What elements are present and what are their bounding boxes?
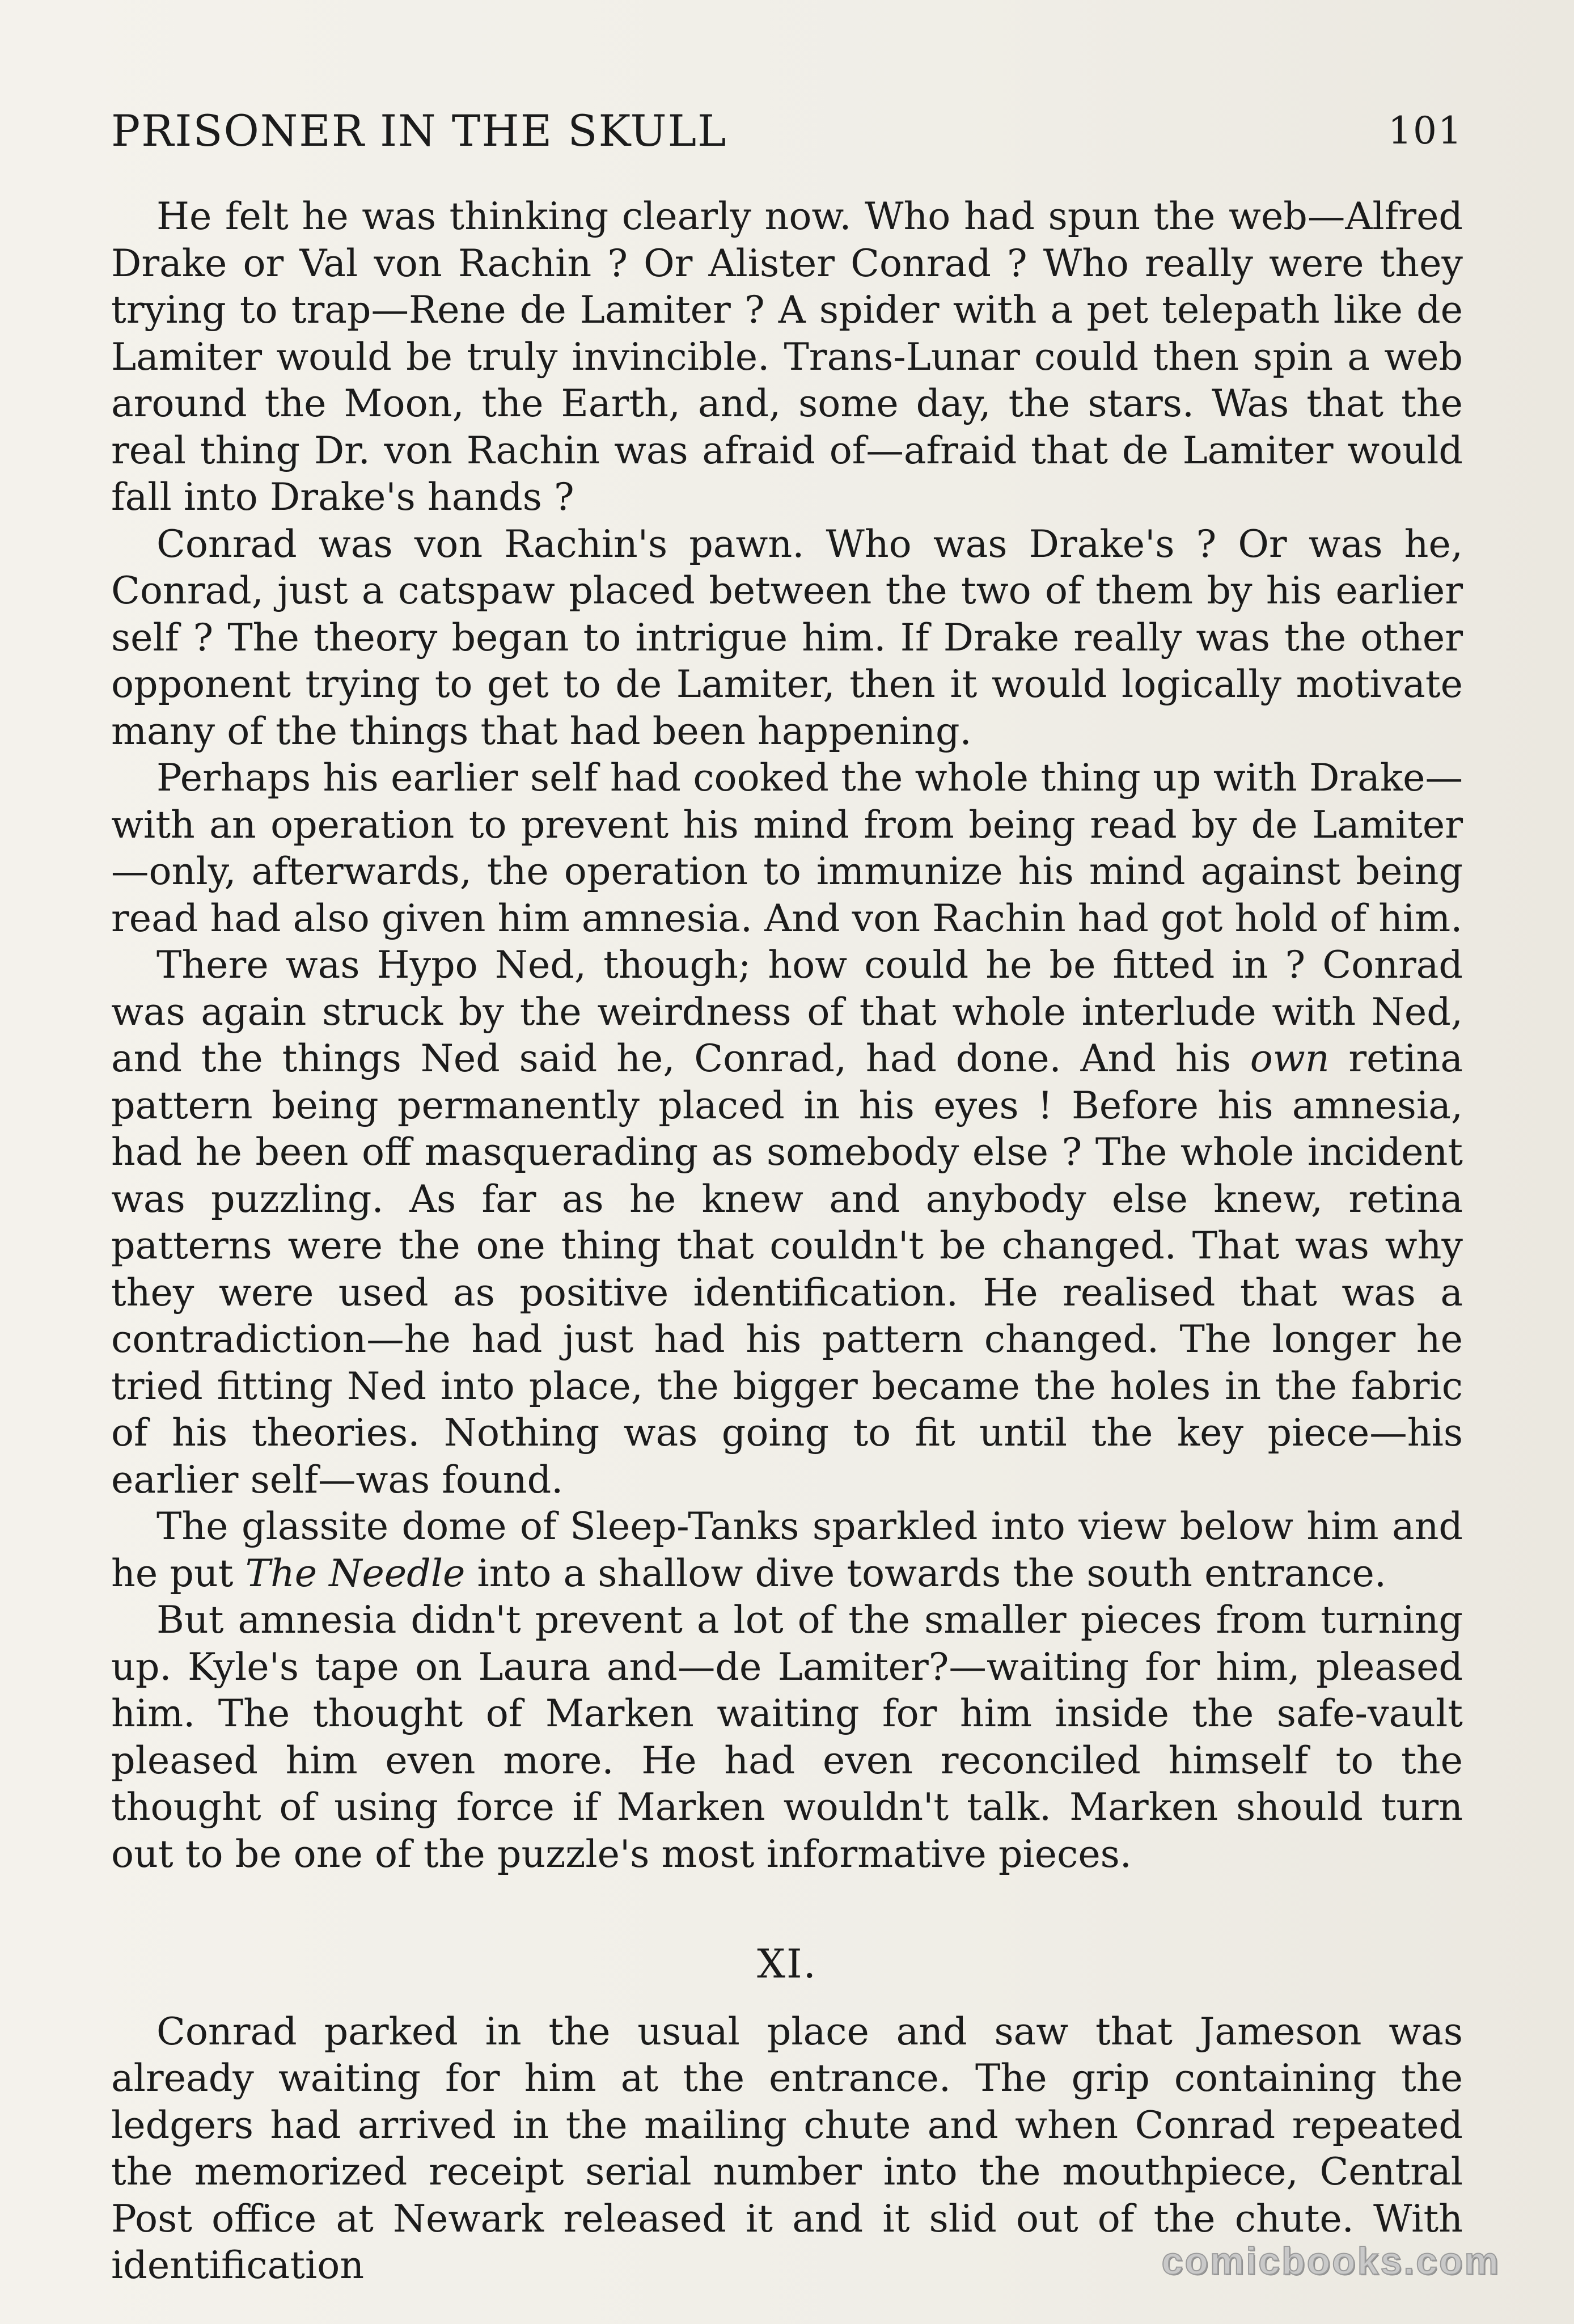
paragraph-5-text-a: The glassite dome of Sleep-Tanks sparkled into view below him and he put <box>111 1504 1463 1595</box>
paragraph-4-emphasis: own <box>1250 1036 1330 1080</box>
paragraph-3: Perhaps his earlier self had cooked the whole thing up with Drake—with an operation to prevent his mind from being read by de Lamiter—only, afterwards, the operation to immunize his mind against being read had also given him amnesia. And von Rachin had got hold of him. <box>111 755 1463 940</box>
paragraph-4-text-a: There was Hypo Ned, though; how could he be fitted in ? Conrad was again struck by the weirdness of that whole interlude with Ned, and the things Ned said he, Conrad, had done. And his <box>111 943 1463 1080</box>
paragraph-4 <box>111 941 1463 1503</box>
paragraph-1: He felt he was thinking clearly now. Who had spun the web—Alfred Drake or Val von Rachin ? Or Alister Conrad ? Who really were they trying to trap—Rene de Lamiter ? A spider with a pet telepath like de Lamiter would be truly invincible. Trans-Lunar could then spin a web around the Moon, the Earth, and, some day, the stars. Was that the real thing Dr. von Rachin was afraid of—afraid that de Lamiter would fall into Drake's hands ? <box>111 194 1463 519</box>
paragraph-5 <box>111 1503 1463 1596</box>
watermark-logo: comicbooks.com <box>1161 2240 1500 2283</box>
paragraph-7: Conrad parked in the usual place and saw that Jameson was already waiting for him at the entrance. The grip containing the ledgers had arrived in the mailing chute and when Conrad repeated the memorized receipt serial number into the mouthpiece, Central Post office at Newark released it and it slid out of the chute. With identification <box>111 2009 1463 2287</box>
page-number: 101 <box>1388 108 1463 153</box>
body-text <box>111 193 1463 2289</box>
paragraph-5-emphasis: The Needle <box>245 1550 466 1595</box>
running-title: PRISONER IN THE SKULL <box>111 105 727 156</box>
running-head <box>111 96 1463 164</box>
paragraph-5-text-b: into a shallow dive towards the south entrance. <box>465 1550 1386 1595</box>
chapter-heading: XI. <box>757 1941 817 1987</box>
paragraph-4-text-b: retina pattern being permanently placed in his eyes ! Before his amnesia, had he been off masquerading as somebody else ? The whole incident was puzzling. As far as he knew and anybody else knew, retina patterns were the one thing that couldn't be changed. That was why they were used as positive identification. He realised that was a contradiction—he had just had his pattern changed. The longer he tried fitting Ned into place, the bigger became the holes in the fabric of his theories. Nothing was going to fit until the key piece—his earlier self—was found. <box>111 1036 1463 1502</box>
paragraph-2: Conrad was von Rachin's pawn. Who was Drake's ? Or was he, Conrad, just a catspaw placed between the two of them by his earlier self ? The theory began to intrigue him. If Drake really was the other opponent trying to get to de Lamiter, then it would logically motivate many of the things that had been happening. <box>111 521 1463 753</box>
paragraph-6: But amnesia didn't prevent a lot of the smaller pieces from turning up. Kyle's tape on Laura and—de Lamiter?—waiting for him, pleased him. The thought of Marken waiting for him inside the safe-vault pleased him even more. He had even reconciled himself to the thought of using force if Marken wouldn't talk. Marken should turn out to be one of the puzzle's most informative pieces. <box>111 1598 1463 1876</box>
